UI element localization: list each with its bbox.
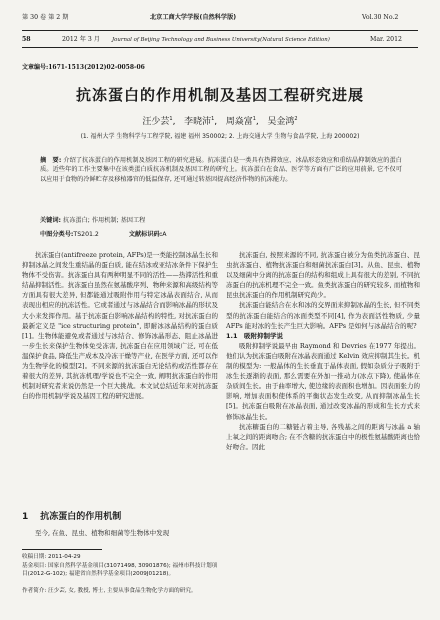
section-paragraph: 至今, 在鱼、昆虫、植物和细菌等生物体中发现 xyxy=(35,529,170,537)
right-column xyxy=(226,250,420,452)
author-name: 汪少芸 xyxy=(142,117,170,127)
header-rule-bottom xyxy=(22,47,418,48)
classification-paragraph: 抗冻蛋白, 按照来源的不同, 抗冻蛋白被分为鱼类抗冻蛋白、昆虫抗冻蛋白、植物抗冻蛋白和细菌抗冻蛋白[3]。从鱼、昆虫、植物以及细菌中分离的抗冻蛋白的结构和组成上具有很大的差别, 不同抗冻蛋白的抗冻机理不完全一致。鱼类抗冻蛋白的研究较多, 而植物和昆虫抗冻蛋白的作用机制研究尚少。 xyxy=(226,251,420,300)
glycoprotein-paragraph: 抗冻糖蛋白的二糖链占着主导, 各残基之间的距离与冰晶 a 轴上氧之间的距离吻合; 在不含糖的抗冻蛋白中的极性氨基酸距离也恰好吻合。因此 xyxy=(226,422,420,451)
header-date-en: Mar. 2012 xyxy=(370,36,402,43)
article-number: 文章编号:1671-1513(2012)02-0058-06 xyxy=(22,64,145,71)
abstract-label: 摘 要: xyxy=(40,157,62,164)
keywords-text: 抗冻蛋白; 作用机制; 基因工程 xyxy=(63,217,146,224)
left-column xyxy=(22,250,218,401)
author-name: 周焱富 xyxy=(225,117,253,127)
header-volume: 第 30 卷 第 2 期 xyxy=(22,14,69,21)
adsorption-paragraph: 吸附抑制学说最早由 Raymond 和 Devries 在1977 年提出。他们认为抗冻蛋白吸附在冰晶表面通过 Kelvin 效应抑制其生长。机制的模型为: 一般晶体的生长垂直于晶体表面, 假如杂质分子吸附于冰生长逐渐的表面, 那么需要在外加一推动力(冰点下降), 使晶体在杂质间生长。由于曲率增大, 使边缘的表面积也增加。因表面张力的影响, 增加表面积使体系的平衡状态发生改变, 从而抑制冰晶生长[5]。抗冻蛋白吸附在冰晶表面, 通过改变冰晶的形成和生长方式来修饰冰晶生长。 xyxy=(226,341,420,421)
author-affil-mark: 1 xyxy=(169,116,173,122)
binding-paragraph: 抗冻蛋白能结合在水和冰的交界面来抑制冰晶的生长, 但不同类型的抗冻蛋白能结合的冰面类型不同[4], 作为表面活性物质, 少量 AFPs 能对冰的生长产生巨大影响。AFPs 是如何与冰晶结合的呢? xyxy=(226,301,420,330)
clc-label: 中图分类号: xyxy=(40,231,74,238)
section-title: 抗冻蛋白的作用机制 xyxy=(40,512,122,522)
footnote-received: 收稿日期: 2011-04-29 xyxy=(22,554,81,560)
footnote-rule xyxy=(22,549,102,550)
author-affil-mark: 2 xyxy=(294,116,298,122)
left-column-continued xyxy=(22,528,218,538)
author-affil-mark: 1 xyxy=(211,116,215,122)
header-journal-en: Journal of Beijing Technology and Business University(Natural Science Edition) xyxy=(112,37,330,43)
abstract xyxy=(40,156,402,184)
keywords xyxy=(40,215,145,224)
clc-value: TS201.2 xyxy=(73,231,99,238)
header-page-number: 58 xyxy=(22,36,31,43)
abstract-text: 介绍了抗冻蛋白的作用机制及基因工程的研究进展。抗冻蛋白是一类具有热滞效应、冰晶形态效应和重结晶抑制效应的蛋白质。近些年的工作主要集中在该类蛋白质抗冻机制及基因工程的研究上。抗冻蛋白在食品、医学等方面有广泛的应用前景, 它不仅可以应用于食物的冷鲜贮存及移植器官的低温保存, 还可通过转基因提高经济作物的抗冻能力。 xyxy=(40,157,402,183)
footnote-fund: 基金项目: 国家自然科学基金项目(31071498, 30901876); 福州市科技计划项目(2012-G-102); 福建省自然科学基金项目(2009J01218)。 xyxy=(22,563,218,577)
author-list: 汪少芸$^1$, 李晓沛$^1$, 周焱富$^1$, 吴金鸿$^2$ xyxy=(142,116,298,127)
header-journal-cn: 北京工商大学学报(自然科学版) xyxy=(150,14,237,21)
footnote-bio: 作者简介: 汪少芸, 女, 教授, 博士, 主要从事食品生物化学方面的研究。 xyxy=(22,588,197,594)
header-date: 2012 年 3 月 xyxy=(62,36,100,43)
author-name: 李晓沛 xyxy=(184,117,212,127)
doc-code-label: 文献标识码: xyxy=(128,231,163,238)
article-title: 抗冻蛋白的作用机制及基因工程研究进展 xyxy=(75,86,364,104)
doc-code-value: A xyxy=(162,231,167,238)
section-heading xyxy=(22,509,133,522)
author-name: 吴金鸿 xyxy=(267,117,295,127)
subsection-heading: 1.1 吸附抑制学说 xyxy=(226,331,284,340)
section-number: 1 xyxy=(22,512,29,522)
classification xyxy=(40,229,194,238)
affiliation: (1. 福州大学 生物科学与工程学院, 福建 福州 350002; 2. 上海交通大学 生物与食品学院, 上海 200002) xyxy=(80,133,360,140)
header-volume-en: Vol.30 No.2 xyxy=(362,14,399,21)
keywords-label: 关键词: xyxy=(40,217,62,224)
author-affil-mark: 1 xyxy=(252,116,256,122)
intro-paragraph: 抗冻蛋白(antifreeze protein, AFPs)是一类能控制冰晶生长和抑制冰晶之间发生重结晶的蛋白质, 能在结冰或亚结冰条件下保护生物体不受伤害。抗冻蛋白具有两种明显不同的活性——热滞活性和重结晶抑制活性。抗冻蛋白虽然在氨基酸序列、物种来源和高级结构等方面具有很大差异, 但都能通过吸附作用与特定冰晶表面结合, 从而表现出相应的抗冻活性。它或者通过与冰晶结合而影响冰晶的形状及大小来发挥作用。基于抗冻蛋白影响冰晶结构的特性, 对抗冻蛋白的最新定义是 "ice structuring protein", 即耐冰冰晶结构的蛋白质[1]。生物体能避免或者通过与冰结合、修饰冰晶形态、阻止冰晶进一步生长来保护生物体免受冻害, 抗冻蛋白在应用领域广泛, 可在低温保护食品, 降低生产成本及冷冻干燥等产业, 在医学方面, 还可以作为生物学化的模型[2]。不同来源的抗冻蛋白无论结构或活性都存在着很大的差异, 其抗冻机理/学说也不完全一致, 阐明抗冻蛋白的作用机制对研究者来说仍然是一个巨大挑战。本文试总结近年来对抗冻蛋白的作用机制/学说及基因工程的研究进展。 xyxy=(22,251,218,401)
header-rule-top xyxy=(22,30,418,31)
